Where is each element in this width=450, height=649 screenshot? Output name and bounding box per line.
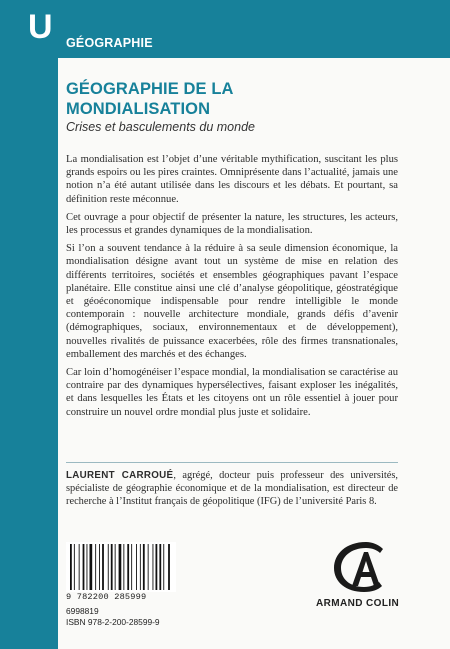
blurb-paragraph-4: Car loin d’homogénéiser l’espace mondial, la mondialisation se caractérise au contraire par des dynamiques hypersélectives, faisant exploser les inégalités, et dans lesquelles les États et les citoyens ont un rôle essentiel à jouer pour construire un nouvel ordre mondial plus juste et solidaire.	[66, 367, 398, 418]
barcode-bar	[102, 544, 104, 590]
barcode-bar	[99, 544, 100, 590]
barcode-bar	[70, 544, 72, 590]
barcode-bar	[74, 544, 75, 590]
author-bio-text: , agrégé, docteur puis professeur des universités, spécialiste de géographie économique et de la mondialisation, est directeur de recherche à l’Institut français de géopolitique (IFG) de l’université Paris 8.	[66, 470, 398, 507]
series-letter: U	[28, 8, 53, 46]
barcode-bar	[123, 544, 124, 590]
barcode-bar	[90, 544, 93, 590]
book-title	[66, 79, 436, 119]
barcode-bar	[168, 544, 170, 590]
divider	[66, 462, 398, 463]
barcode-bar	[79, 544, 80, 590]
barcode-bar	[163, 544, 164, 590]
back-cover-content	[58, 58, 450, 649]
publisher-name: ARMAND COLIN	[316, 598, 400, 609]
isbn: ISBN 978-2-200-28599-9	[66, 617, 160, 627]
book-title-line-1: GÉOGRAPHIE DE LA	[66, 80, 234, 98]
barcode-bar	[115, 544, 116, 590]
barcode	[66, 542, 176, 592]
book-title-line-2: MONDIALISATION	[66, 100, 211, 118]
armand-colin-logo-icon	[324, 536, 396, 596]
barcode-bar	[108, 544, 109, 590]
author-bio	[66, 469, 398, 508]
barcode-bar	[143, 544, 145, 590]
barcode-bar	[136, 544, 137, 590]
barcode-bar	[95, 544, 96, 590]
blurb	[66, 153, 398, 424]
barcode-bar	[87, 544, 88, 590]
blurb-paragraph-3: Si l’on a souvent tendance à la réduire à sa seule dimension économique, la mondialisation désigne avant tout un système de mise en relation des différents territoires, sociétés et ensembles géographiques pavant l’espace planétaire. Elle constitue ainsi une clé d’analyse géopolitique, géostratégique et géoéconomique indispensable pour rendre intelligible le monde contemporain : nouvelle architecture mondiale, grands défis d’avenir (démographiques, sociaux, environnementaux et de développement), nouvelles rivalités de puissance exacerbées, rôle des firmes transnationales, emballement des marchés et des échanges.	[66, 243, 398, 360]
barcode-bar	[156, 544, 158, 590]
blurb-paragraph-1: La mondialisation est l’objet d’une véritable mythification, suscitant les plus grands espoirs ou les pires craintes. Omniprésente dans l’actualité, jamais une notion n’a été autant utilisée dans les discours et les débats. Et pourtant, sa définition reste méconnue.	[66, 154, 398, 205]
barcode-bar	[153, 544, 154, 590]
left-color-band	[0, 58, 58, 649]
barcode-digits: 9 782200 285999	[66, 592, 147, 602]
barcode-bar	[83, 544, 85, 590]
barcode-bar	[127, 544, 129, 590]
barcode-bar	[159, 544, 161, 590]
barcode-bar	[119, 544, 122, 590]
blurb-paragraph-2: Cet ouvrage a pour objectif de présenter la nature, les structures, les acteurs, les processus et grandes dynamiques de la mondialisation.	[66, 211, 398, 237]
top-color-band	[0, 0, 450, 58]
author-name: LAURENT CARROUÉ	[66, 470, 174, 481]
product-code: 6998819	[66, 606, 99, 616]
barcode-bar	[140, 544, 141, 590]
barcode-bar	[111, 544, 113, 590]
book-subtitle: Crises et basculements du monde	[66, 120, 255, 134]
barcode-bar	[148, 544, 149, 590]
barcode-bars	[66, 542, 176, 592]
series-name: GÉOGRAPHIE	[66, 36, 153, 50]
barcode-bar	[131, 544, 132, 590]
